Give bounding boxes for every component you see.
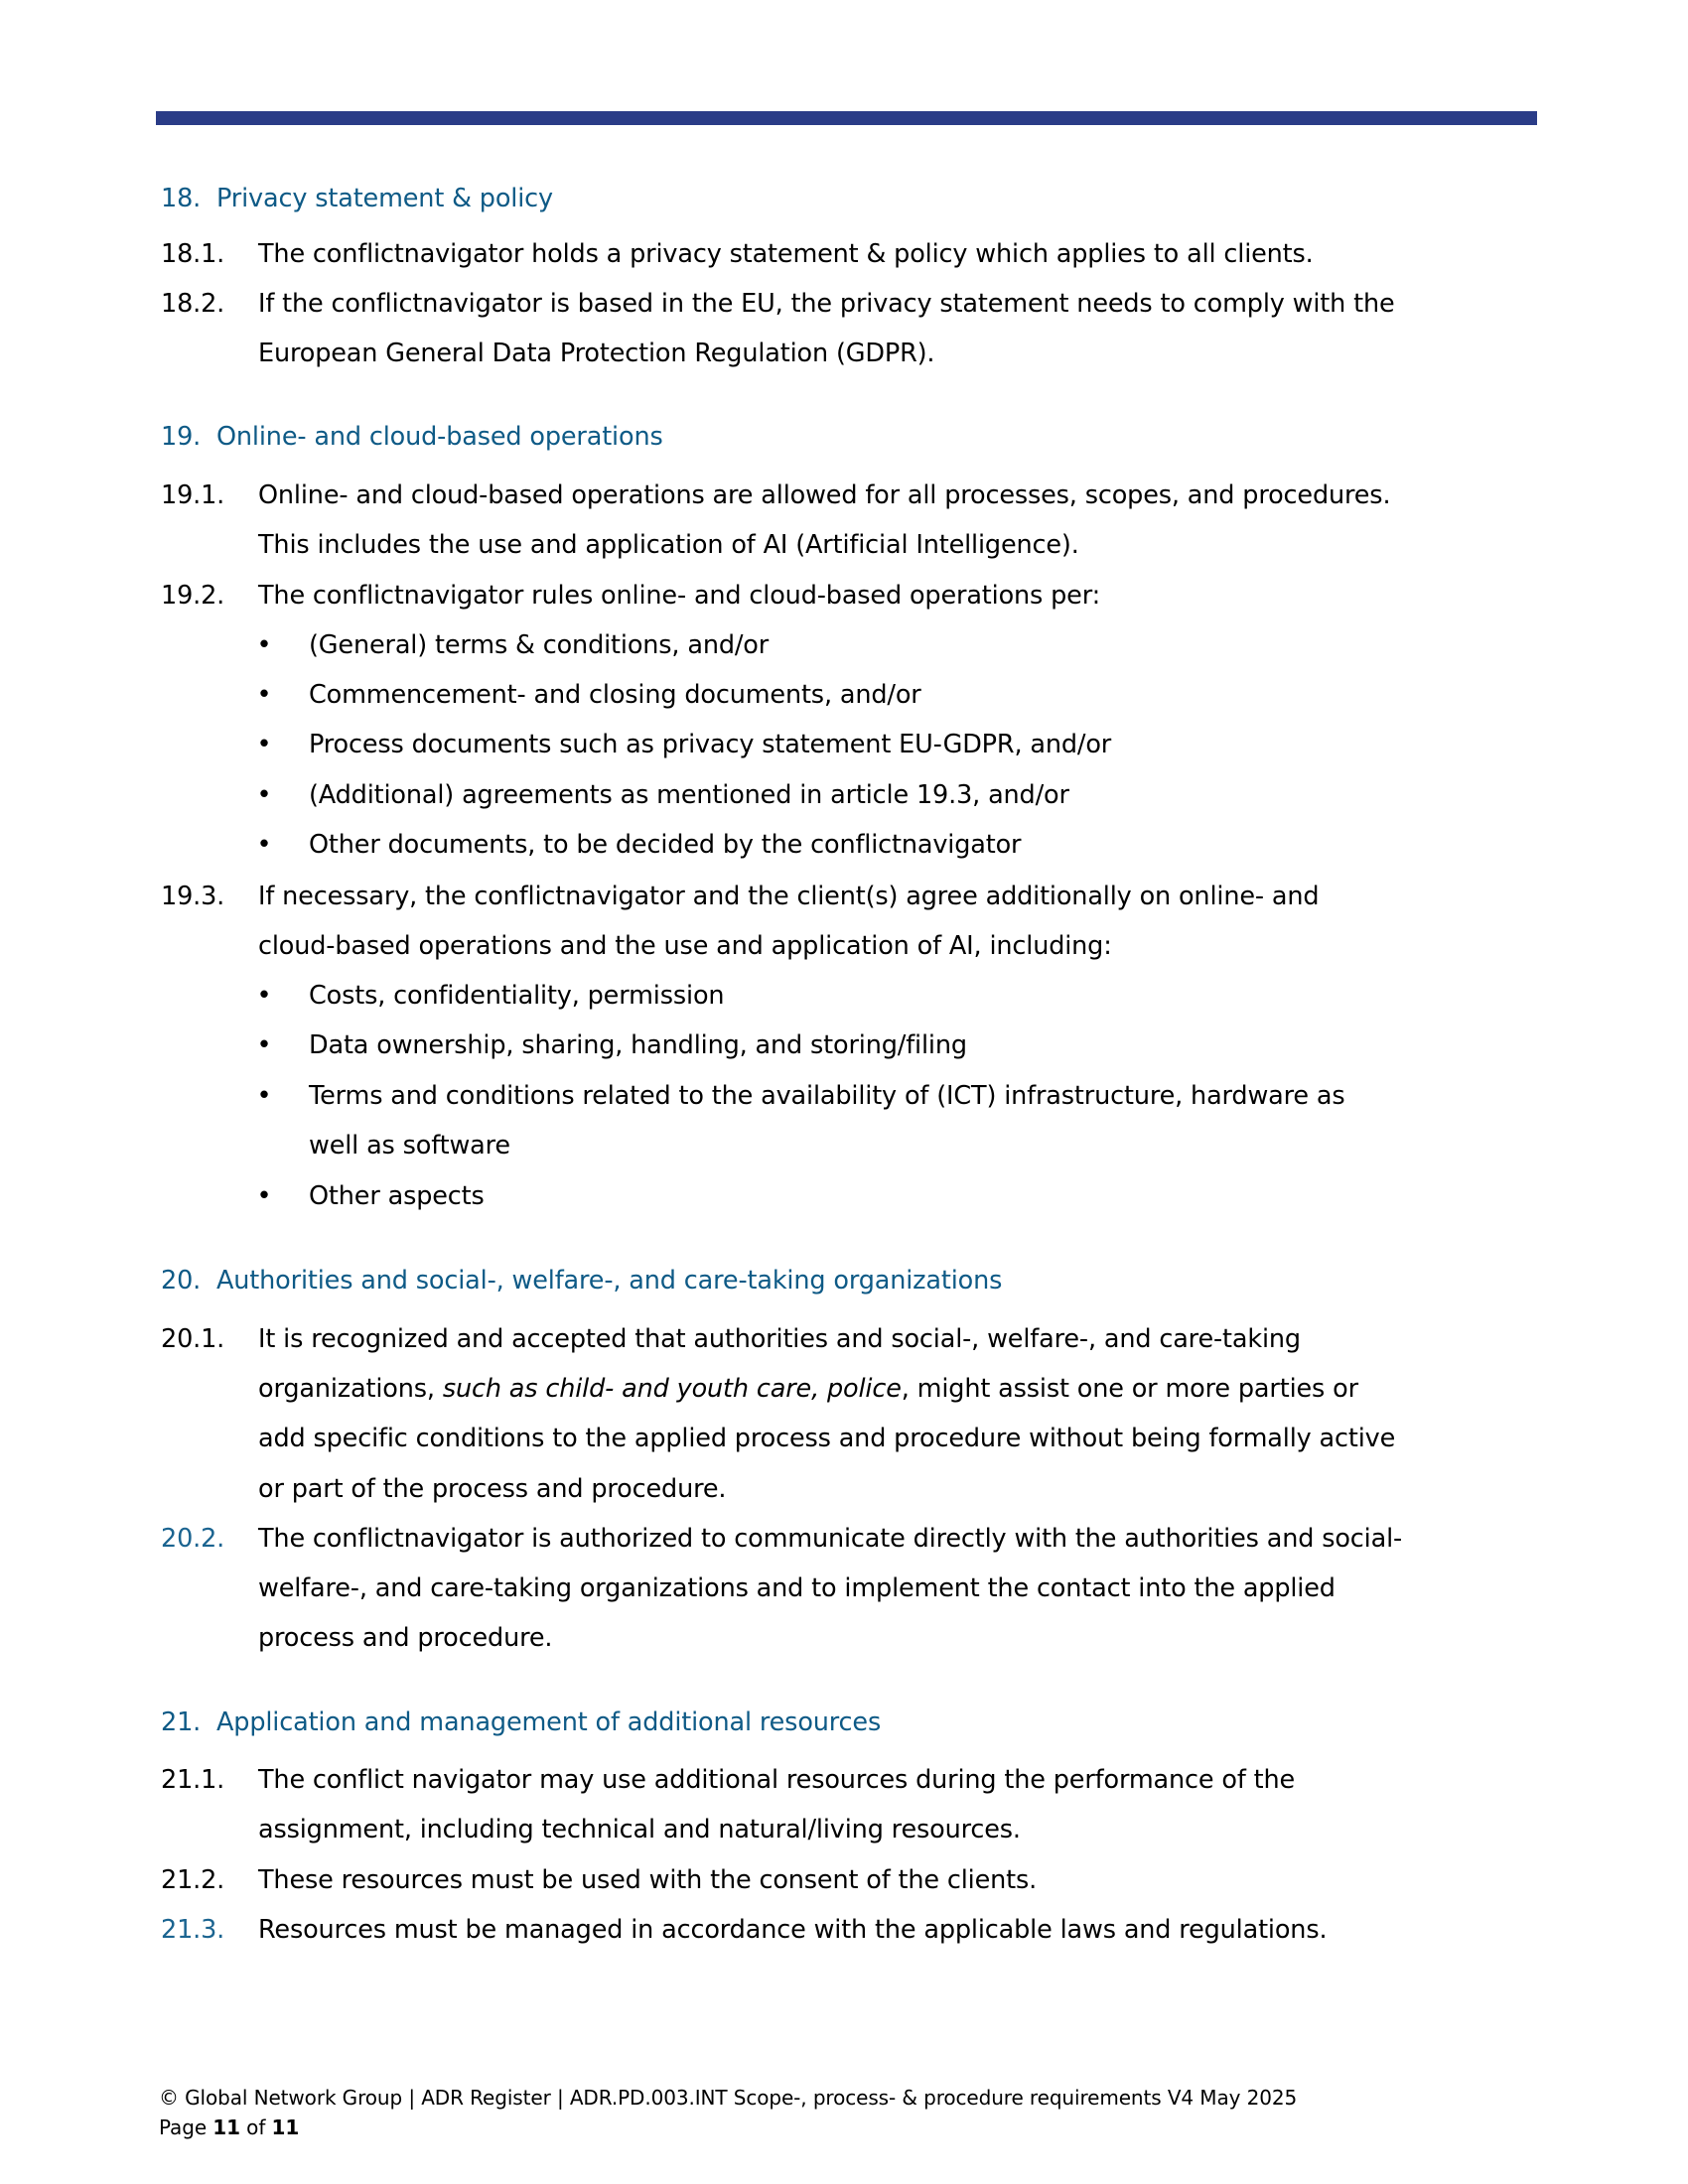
section-number: 19. (161, 422, 202, 452)
section-title: Authorities and social-, welfare-, and care-taking organizations (216, 1266, 1003, 1296)
clause-text: welfare-, and care-taking organizations and to implement the contact into the applied (258, 1573, 1336, 1603)
clause-text: Resources must be managed in accordance with the applicable laws and regulations. (258, 1915, 1328, 1945)
bullet-icon: • (256, 630, 272, 660)
clause-text: Online- and cloud-based operations are allowed for all processes, scopes, and procedures. (258, 480, 1391, 510)
section-title: Privacy statement & policy (216, 184, 553, 213)
bullet-icon: • (256, 1030, 272, 1060)
clause-text: The conflictnavigator is authorized to communicate directly with the authorities and social- (258, 1524, 1403, 1554)
clause-text: or part of the process and procedure. (258, 1474, 727, 1504)
bullet-text: Commencement- and closing documents, and/or (309, 680, 921, 710)
bullet-icon: • (256, 730, 272, 759)
section-number: 20. (161, 1266, 202, 1296)
bullet-icon: • (256, 1081, 272, 1111)
page-label: Page (159, 2116, 213, 2139)
bullet-text: (General) terms & conditions, and/or (309, 630, 770, 660)
clause-text: If necessary, the conflictnavigator and the client(s) agree additionally on online- and (258, 882, 1320, 911)
footer-copyright: © Global Network Group | ADR Register | ADR.PD.003.INT Scope-, process- & procedure requirements V4 May 2025 (159, 2086, 1298, 2110)
clause-number: 19.1. (161, 480, 225, 510)
clause-text: add specific conditions to the applied process and procedure without being formally active (258, 1424, 1396, 1453)
clause-number: 18.1. (161, 239, 225, 269)
footer-page-number (159, 2115, 299, 2140)
clause-number: 21.1. (161, 1765, 225, 1795)
clause-number: 19.3. (161, 882, 225, 911)
section-title: Online- and cloud-based operations (216, 422, 663, 452)
bullet-icon: • (256, 780, 272, 810)
bullet-text: well as software (309, 1131, 510, 1160)
page-of: of (239, 2116, 272, 2139)
clause-number: 21.2. (161, 1865, 225, 1895)
header-rule-bar (156, 111, 1537, 125)
clause-text: These resources must be used with the consent of the clients. (258, 1865, 1038, 1895)
clause-text: , might assist one or more parties or (901, 1374, 1358, 1404)
clause-text: This includes the use and application of AI (Artificial Intelligence). (258, 530, 1079, 560)
clause-number: 21.3. (161, 1915, 225, 1945)
bullet-text: Process documents such as privacy statement EU-GDPR, and/or (309, 730, 1112, 759)
section-number: 18. (161, 184, 202, 213)
clause-text: cloud-based operations and the use and application of AI, including: (258, 931, 1112, 961)
bullet-icon: • (256, 830, 272, 860)
bullet-text: Terms and conditions related to the availability of (ICT) infrastructure, hardware as (309, 1081, 1345, 1111)
clause-number: 18.2. (161, 289, 225, 319)
clause-number: 19.2. (161, 581, 225, 611)
bullet-text: Other documents, to be decided by the conflictnavigator (309, 830, 1022, 860)
clause-text: It is recognized and accepted that authorities and social-, welfare-, and care-taking (258, 1324, 1301, 1354)
clause-number: 20.1. (161, 1324, 225, 1354)
bullet-icon: • (256, 680, 272, 710)
bullet-text: Costs, confidentiality, permission (309, 981, 725, 1011)
clause-text: assignment, including technical and natural/living resources. (258, 1815, 1021, 1844)
section-title: Application and management of additional resources (216, 1707, 882, 1737)
page-total: 11 (271, 2116, 300, 2139)
bullet-text: (Additional) agreements as mentioned in article 19.3, and/or (309, 780, 1069, 810)
clause-text-italic: such as child- and youth care, police (442, 1374, 902, 1404)
bullet-icon: • (256, 1181, 272, 1211)
clause-number: 20.2. (161, 1524, 225, 1554)
clause-text: organizations, (258, 1374, 443, 1404)
clause-text: If the conflictnavigator is based in the EU, the privacy statement needs to comply with the (258, 289, 1395, 319)
bullet-icon: • (256, 981, 272, 1011)
clause-text: process and procedure. (258, 1623, 553, 1653)
bullet-text: Data ownership, sharing, handling, and storing/filing (309, 1030, 967, 1060)
section-number: 21. (161, 1707, 202, 1737)
bullet-text: Other aspects (309, 1181, 485, 1211)
clause-text: The conflictnavigator rules online- and cloud-based operations per: (258, 581, 1101, 611)
clause-text-line (258, 1372, 1358, 1406)
clause-text: The conflict navigator may use additional resources during the performance of the (258, 1765, 1296, 1795)
clause-text: European General Data Protection Regulation (GDPR). (258, 339, 935, 368)
page-current: 11 (212, 2116, 240, 2139)
clause-text: The conflictnavigator holds a privacy statement & policy which applies to all clients. (258, 239, 1314, 269)
